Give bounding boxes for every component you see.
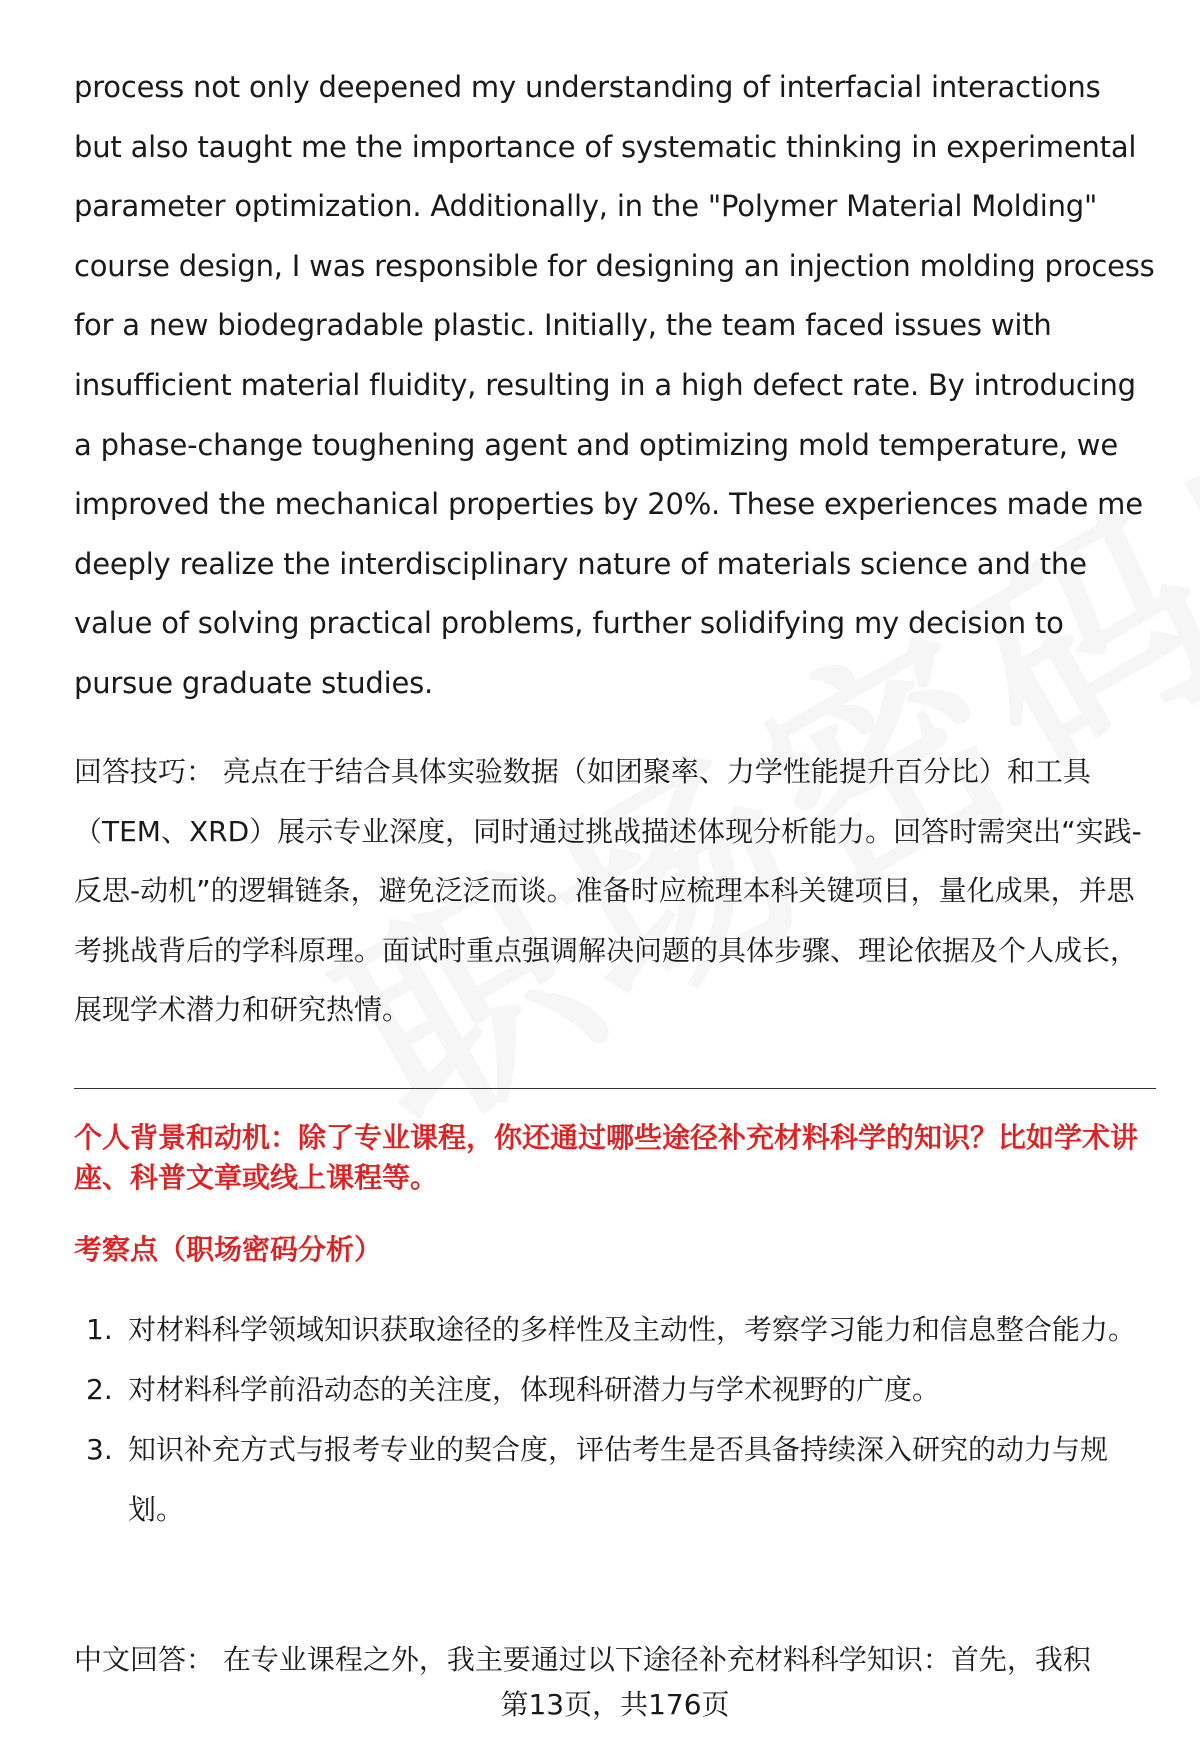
chinese-answer [74,1630,1156,1690]
list-item-number: 1. [86,1313,113,1346]
english-answer-paragraph: process not only deepened my understanding of interfacial interactions but also taught me the importance of systematic thinking in experimental parameter optimization. Additionally, in the "Polymer Material Molding" course design, I was responsible for designing an injection molding process for a new biodegradable plastic. Initially, the team faced issues with insufficient material fluidity, resulting in a high defect rate. By introducing a phase-change toughening agent and optimizing mold temperature, we improved the mechanical properties by 20%. These experiences made me deeply realize the interdisciplinary nature of materials science and the value of solving practical problems, further solidifying my decision to pursue graduate studies. [74,70,1155,700]
question-heading: 个人背景和动机：除了专业课程，你还通过哪些途径补充材料科学的知识？比如学术讲座、科普文章或线上课程等。 [74,1121,1139,1194]
assessment-points-list [74,1300,1156,1540]
answer-tips-text: 亮点在于结合具体实验数据（如团聚率、力学性能提升百分比）和工具（TEM、XRD）展示专业深度，同时通过挑战描述体现分析能力。回答时需突出“实践-反思-动机”的逻辑链条，避免泛泛而谈。准备时应梳理本科关键项目，量化成果，并思考挑战背后的学科原理。面试时重点强调解决问题的具体步骤、理论依据及个人成长，展现学术潜力和研究热情。 [74,755,1142,1026]
list-item-number: 2. [86,1373,113,1406]
page-number-footer: 第13页，共176页 [500,1688,730,1721]
document-page [74,0,1156,1755]
chinese-answer-text: 在专业课程之外，我主要通过以下途径补充材料科学知识：首先，我积 [222,1643,1091,1676]
list-item [74,1300,1156,1360]
list-item [74,1360,1156,1420]
list-item-number: 3. [86,1433,113,1466]
list-item-text: 对材料科学领域知识获取途径的多样性及主动性，考察学习能力和信息整合能力。 [128,1313,1137,1346]
list-item [74,1420,1156,1540]
section-divider [74,1088,1156,1089]
list-item-text: 对材料科学前沿动态的关注度，体现科研潜力与学术视野的广度。 [128,1373,941,1406]
assessment-points-heading: 考察点（职场密码分析） [74,1233,383,1266]
list-item-text: 知识补充方式与报考专业的契合度，评估考生是否具备持续深入研究的动力与规划。 [128,1433,1109,1526]
answer-tips [74,742,1156,1040]
answer-tips-label: 回答技巧： [74,755,215,788]
chinese-answer-label: 中文回答： [74,1643,215,1676]
